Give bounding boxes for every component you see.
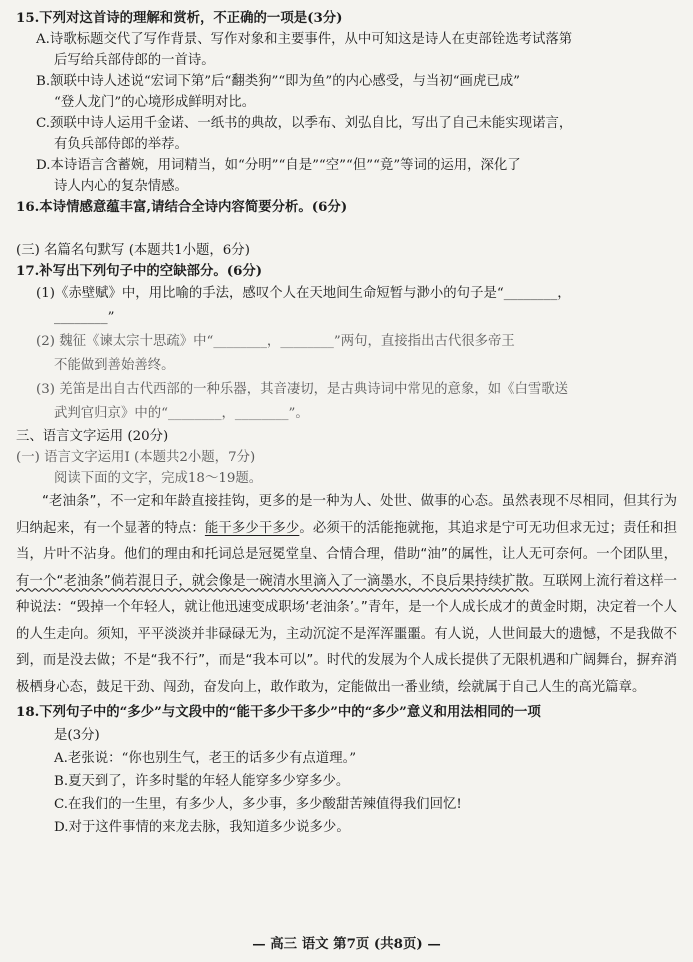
question-18-stem-line1: 18.下列句子中的“多少”与文段中的“能干多少干多少”中的“多少”意义和用法相同的一项 — [16, 704, 541, 720]
reading-passage — [16, 489, 677, 701]
option-a-line2: 后写给兵部侍郎的一首诗。 — [54, 53, 215, 68]
option-b-line1: B.颔联中诗人述说“宏词下第”后“翻类狗”“即为鱼”的内心感受，与当初“画虎已成” — [36, 74, 520, 89]
option-d: D.对于这件事情的来龙去脉，我知道多少说多少。 — [54, 820, 350, 835]
question-18-stem-line2: 是(3分) — [54, 728, 100, 743]
option-c-line1: C.颈联中诗人运用千金诺、一纸书的典故，以季布、刘弘自比，写出了自己未能实现诺言， — [36, 116, 573, 131]
page-footer: — 高三 语文 第7页 (共8页) — — [252, 936, 441, 952]
question-15-stem: 15.下列对这首诗的理解和赏析，不正确的一项是(3分) — [16, 10, 343, 26]
reading-instruction: 阅读下面的文字，完成18～19题。 — [54, 471, 263, 486]
passage-part-3: 。互联网上流行着这样一种说法：“毁掉一个年轻人，就让他迅速变成职场‘老油条’。”青年，是一个人成长成才的黄金时期，决定着一个人的人生走向。须知，平平淡淡并非碌碌无为，主动沉淀不是浑浑噩噩。有人说，人世间最大的遗憾，不是我做不到，而是没去做；不是“我不行”，而是“我本可以”。时代的发展为个人成长提供了无限机遇和广阔舞台，摒弃消极栖身心态，鼓足干劲、闯劲，奋发向上，敢作敢为，定能做出一番业绩，绘就属于自己人生的高光篇章。 — [16, 573, 678, 695]
item-2-line1: (2) 魏征《谏太宗十思疏》中“________，________”两句，直接指出古代很多帝王 — [36, 334, 515, 349]
option-c: C.在我们的一生里，有多少人，多少事，多少酸甜苦辣值得我们回忆! — [54, 797, 462, 812]
passage-part-1: “老油条”，不一定和年龄直接挂钩，更多的是一种为人、处世、做事的心态。虽然表现不尽相同，但其行为归纳起来，有一个显著的特点： — [16, 494, 677, 536]
question-18 — [16, 701, 677, 839]
passage-underlined-phrase: 能干多少干多少 — [204, 520, 300, 536]
item-3-line2: 武判官归京》中的“________，________”。 — [54, 406, 309, 421]
passage-part-2: 。必须干的活能拖就拖，其追求是宁可无功但求无过；责任和担当，片叶不沾身。他们的理由和托词总是冠冕堂皇、合情合理，借助“油”的属性，让人无可奈何。一个团队里， — [16, 520, 678, 562]
question-15 — [16, 8, 677, 197]
option-c-line2: 有负兵部侍郎的举荐。 — [54, 137, 188, 152]
subsection-heading: (一) 语言文字运用Ⅰ (本题共2小题，7分) — [16, 450, 256, 465]
item-3-line1: (3) 羌笛是出自古代西部的一种乐器，其音凄切，是古典诗词中常见的意象，如《白雪歌送 — [36, 382, 569, 397]
question-16: 16.本诗情感意蕴丰富,请结合全诗内容简要分析。(6分) — [16, 199, 348, 215]
section-heading-famous-lines: (三) 名篇名句默写 (本题共1小题，6分) — [16, 243, 250, 258]
option-a-line1: A.诗歌标题交代了写作背景、写作对象和主要事件，从中可知这是诗人在吏部铨选考试落第 — [36, 32, 573, 47]
answer-space — [16, 218, 677, 240]
option-a: A.老张说：“你也别生气，老王的话多少有点道理。” — [54, 751, 357, 766]
item-2-line2: 不能做到善始善终。 — [54, 358, 175, 373]
question-17-stem: 17.补写出下列句子中的空缺部分。(6分) — [16, 263, 263, 279]
item-1-line1: (1)《赤壁赋》中，用比喻的手法，感叹个人在天地间生命短暂与渺小的句子是“________， — [36, 286, 571, 301]
question-17 — [16, 261, 677, 426]
option-d-line2: 诗人内心的复杂情感。 — [54, 179, 188, 194]
option-b-line2: “登人龙门”的心境形成鲜明对比。 — [54, 95, 256, 110]
part-heading-language-use: 三、语言文字运用 (20分) — [16, 429, 169, 444]
passage-wavy-underlined-sentence: 有一个“老油条”倘若混日子，就会像是一碗清水里滴入了一滴墨水，不良后果持续扩散 — [16, 573, 529, 589]
option-d-line1: D.本诗语言含蓄婉，用词精当，如“分明”“自是”“空”“但”“竟”等词的运用，深化了 — [36, 158, 521, 173]
item-1-line2: ________” — [54, 310, 115, 325]
option-b: B.夏天到了，许多时髦的年轻人能穿多少穿多少。 — [54, 774, 350, 789]
